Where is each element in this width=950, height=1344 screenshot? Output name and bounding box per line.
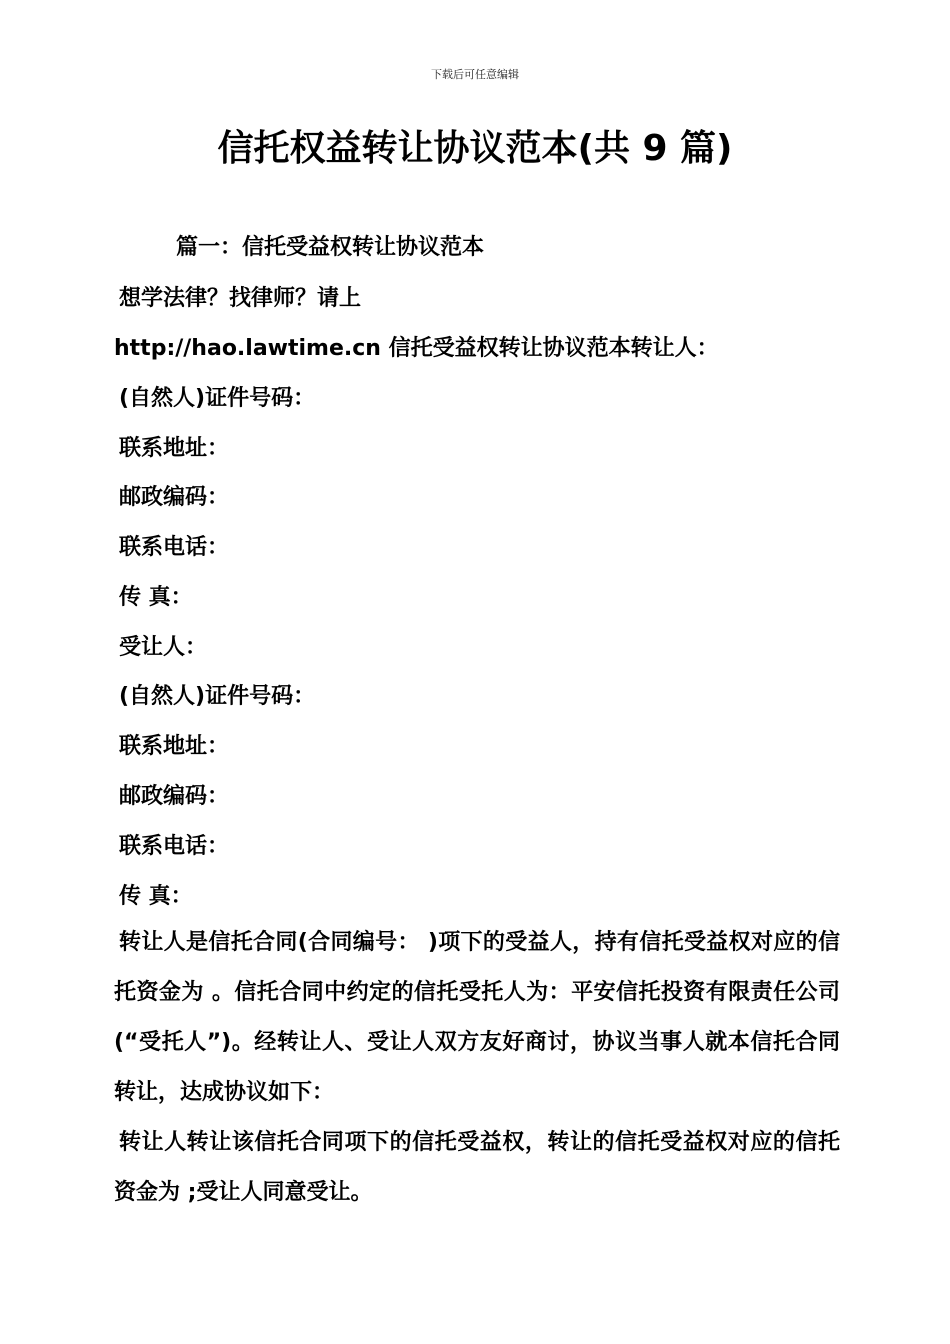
document-title: 信托权益转让协议范本(共 9 篇) <box>217 128 733 169</box>
transferor-id-field: (自然人)证件号码： <box>119 386 316 411</box>
transferee-phone-field: 联系电话： <box>119 834 230 859</box>
intro-line: 想学法律？找律师？请上 <box>119 286 362 311</box>
header-note: 下载后可任意编辑 <box>431 68 519 81</box>
transferor-postcode-field: 邮政编码： <box>119 485 230 510</box>
section-heading: 篇一：信托受益权转让协议范本 <box>176 235 485 260</box>
body-paragraph: 转让人转让该信托合同项下的信托受益权，转让的信托受益权对应的信托资金为 ;受让人同意受让。 <box>114 1130 840 1205</box>
transferee-address-field: 联系地址： <box>119 734 230 759</box>
transferor-phone-field: 联系电话： <box>119 535 230 560</box>
transferor-address-field: 联系地址： <box>119 436 230 461</box>
transferee-fax-field: 传 真： <box>119 884 193 909</box>
transferee-id-field: (自然人)证件号码： <box>119 684 316 709</box>
transferor-fax-field: 传 真： <box>119 585 193 610</box>
transferee-label: 受让人： <box>119 635 208 660</box>
transferee-postcode-field: 邮政编码： <box>119 784 230 809</box>
body-paragraph: 转让人是信托合同(合同编号： )项下的受益人，持有信托受益权对应的信托资金为 。信托合同中约定的信托受托人为：平安信托投资有限责任公司(“受托人”)。经转让人、受让人双方友好商讨，协议当事人就本信托合同转让，达成协议如下： <box>114 930 840 1105</box>
url-line: http://hao.lawtime.cn 信托受益权转让协议范本转让人： <box>114 336 719 361</box>
